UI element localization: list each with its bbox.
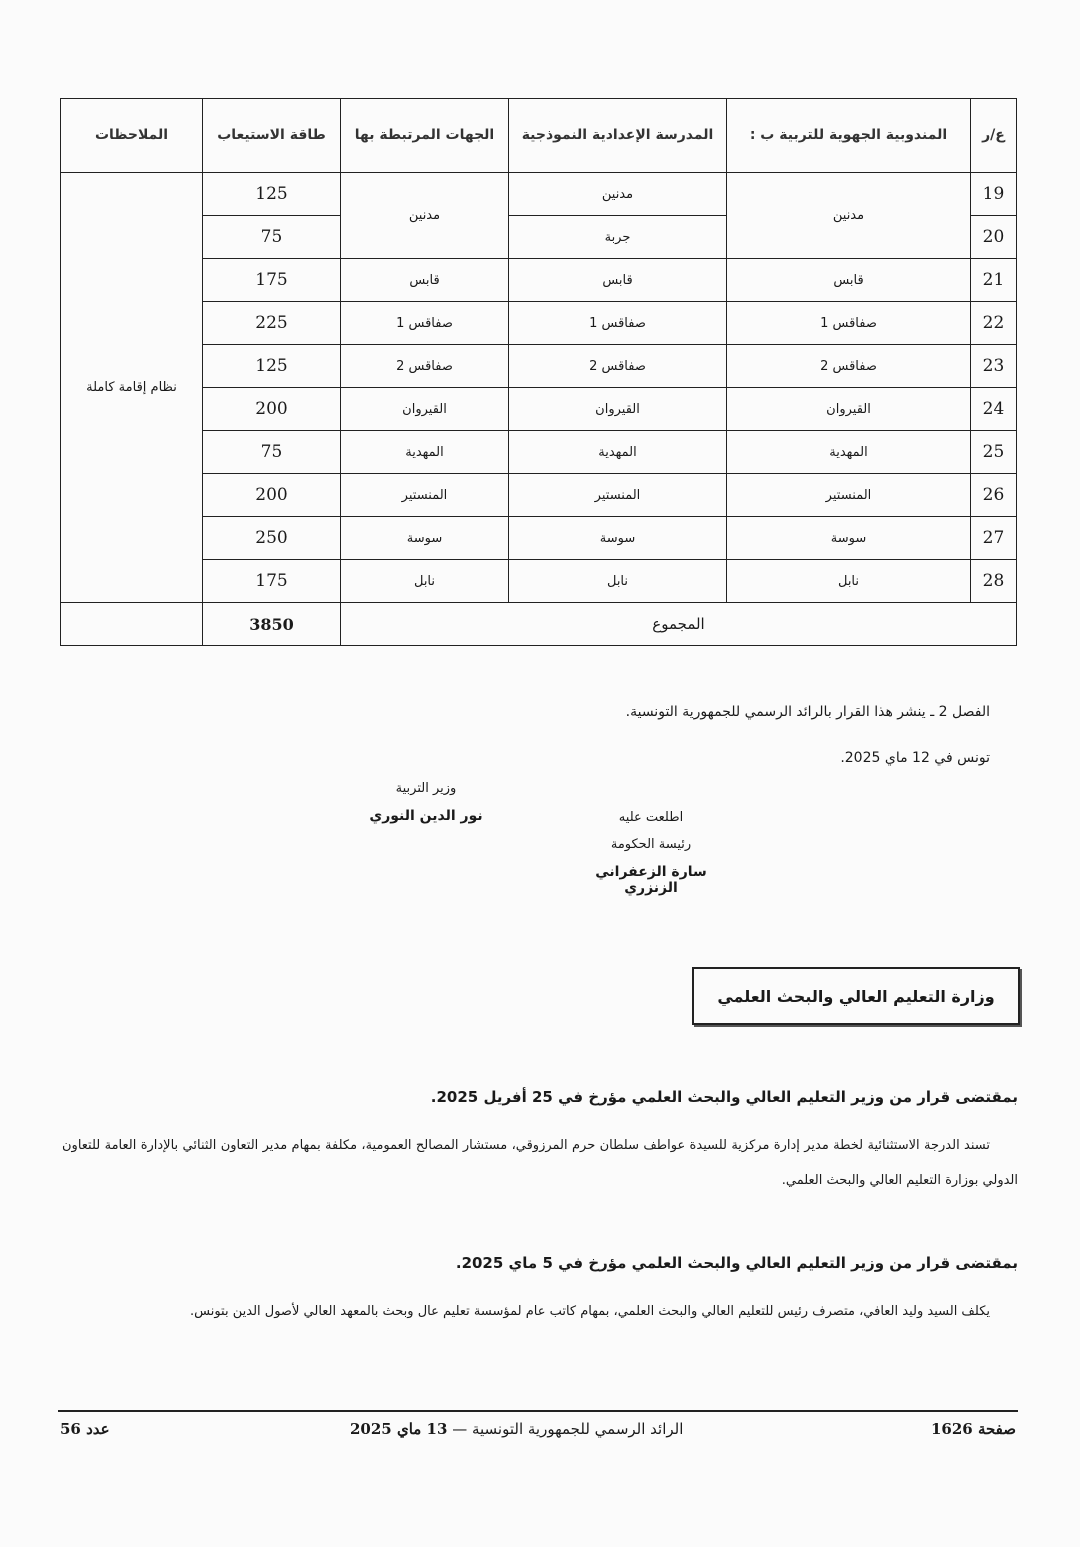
regional-cell: قابس: [727, 259, 971, 302]
section2-heading: بمقتضى قرار من وزير التعليم العالي والبحث العلمي مؤرخ في 5 ماي 2025.: [455, 1254, 1018, 1272]
linked-cell: مدنين: [341, 173, 509, 259]
school-cell: جربة: [509, 216, 727, 259]
article-2: الفصل 2 ـ ينشر هذا القرار بالرائد الرسمي للجمهورية التونسية.: [625, 704, 990, 720]
footer-divider: [58, 1410, 1018, 1412]
linked-cell: المنستير: [341, 474, 509, 517]
notes-cell: نظام إقامة كاملة: [61, 173, 203, 603]
capacity-cell: 75: [203, 216, 341, 259]
row-index: 28: [971, 560, 1017, 603]
capacity-cell: 75: [203, 431, 341, 474]
school-cell: قابس: [509, 259, 727, 302]
table-row: [61, 388, 1017, 431]
linked-cell: قابس: [341, 259, 509, 302]
row-index: 19: [971, 173, 1017, 216]
pm-name: سارة الزعفراني الزنزري: [595, 864, 707, 896]
row-index: 21: [971, 259, 1017, 302]
table-row: [61, 302, 1017, 345]
minister-title: وزير التربية: [395, 781, 457, 796]
total-row: [61, 603, 1017, 646]
school-cell: سوسة: [509, 517, 727, 560]
capacity-cell: 125: [203, 345, 341, 388]
table-row: [61, 431, 1017, 474]
row-index: 26: [971, 474, 1017, 517]
minister-name: نور الدين النوري: [369, 808, 483, 824]
school-cell: صفاقس 1: [509, 302, 727, 345]
table-row: [61, 173, 1017, 216]
capacity-cell: 175: [203, 560, 341, 603]
linked-cell: القيروان: [341, 388, 509, 431]
footer-journal: [350, 1420, 683, 1438]
capacity-cell: 125: [203, 173, 341, 216]
section2-body: يكلف السيد وليد العافي، متصرف رئيس للتعليم العالي والبحث العلمي، بمهام كاتب عام لمؤسسة تعليم عال وبحث بالمعهد العالي لأصول الدين بتونس.: [190, 1304, 990, 1319]
header-notes: الملاحظات: [61, 99, 203, 173]
pm-signature: [566, 810, 736, 908]
table-header-row: [61, 99, 1017, 173]
linked-cell: نابل: [341, 560, 509, 603]
linked-cell: سوسة: [341, 517, 509, 560]
header-index: ع/ر: [971, 99, 1017, 173]
section1-body: تسند الدرجة الاستثنائية لخطة مدير إدارة مركزية للسيدة عواطف سلطان حرم المرزوقي، مستشار المصالح العمومية، مكلفة بمهام مدير التعاون الثنائي بالإدارة العامة للتعاون الدولي بوزارة التعليم العالي والبحث العلمي.: [62, 1138, 1018, 1188]
linked-cell: المهدية: [341, 431, 509, 474]
total-empty-cell: [61, 603, 203, 646]
total-value: 3850: [203, 603, 341, 646]
school-cell: مدنين: [509, 173, 727, 216]
page-number: صفحة 1626: [930, 1420, 1016, 1438]
capacity-cell: 200: [203, 388, 341, 431]
school-cell: القيروان: [509, 388, 727, 431]
seen-label: اطلعت عليه: [618, 810, 684, 825]
journal-date: 13 ماي 2025: [350, 1420, 448, 1438]
regional-cell: صفاقس 1: [727, 302, 971, 345]
header-linked: الجهات المرتبطة بها: [341, 99, 509, 173]
total-label: المجموع: [341, 603, 1017, 646]
row-index: 24: [971, 388, 1017, 431]
table-row: [61, 474, 1017, 517]
capacity-cell: 225: [203, 302, 341, 345]
regional-cell: المنستير: [727, 474, 971, 517]
linked-cell: صفاقس 2: [341, 345, 509, 388]
pm-title: رئيسة الحكومة: [610, 837, 692, 852]
row-index: 27: [971, 517, 1017, 560]
header-capacity: طاقة الاستيعاب: [203, 99, 341, 173]
school-cell: المنستير: [509, 474, 727, 517]
table-row: [61, 259, 1017, 302]
regional-cell: المهدية: [727, 431, 971, 474]
regional-cell: مدنين: [727, 173, 971, 259]
school-cell: نابل: [509, 560, 727, 603]
regional-cell: صفاقس 2: [727, 345, 971, 388]
table-row: [61, 560, 1017, 603]
table-row: [61, 517, 1017, 560]
capacity-cell: 250: [203, 517, 341, 560]
row-index: 23: [971, 345, 1017, 388]
regional-cell: نابل: [727, 560, 971, 603]
section1-heading: بمقتضى قرار من وزير التعليم العالي والبحث العلمي مؤرخ في 25 أفريل 2025.: [430, 1088, 1018, 1106]
row-index: 22: [971, 302, 1017, 345]
footer-issue: [60, 1420, 110, 1438]
minister-signature: [362, 781, 490, 836]
table-row: [61, 345, 1017, 388]
ministry-title-box: [692, 967, 1020, 1025]
header-regional: المندوبية الجهوية للتربية ب :: [727, 99, 971, 173]
journal-name: الرائد الرسمي للجمهورية التونسية —: [452, 1420, 684, 1438]
row-index: 25: [971, 431, 1017, 474]
capacity-cell: 200: [203, 474, 341, 517]
row-index: 20: [971, 216, 1017, 259]
header-school: المدرسة الإعدادية النموذجية: [509, 99, 727, 173]
regional-cell: القيروان: [727, 388, 971, 431]
schools-table: [60, 98, 1017, 646]
footer-page: [931, 1420, 1016, 1438]
school-cell: صفاقس 2: [509, 345, 727, 388]
place-date: تونس في 12 ماي 2025.: [840, 750, 990, 766]
regional-cell: سوسة: [727, 517, 971, 560]
ministry-title: وزارة التعليم العالي والبحث العلمي: [717, 986, 995, 1006]
linked-cell: صفاقس 1: [341, 302, 509, 345]
capacity-cell: 175: [203, 259, 341, 302]
school-cell: المهدية: [509, 431, 727, 474]
issue-number: عدد 56: [60, 1420, 110, 1438]
